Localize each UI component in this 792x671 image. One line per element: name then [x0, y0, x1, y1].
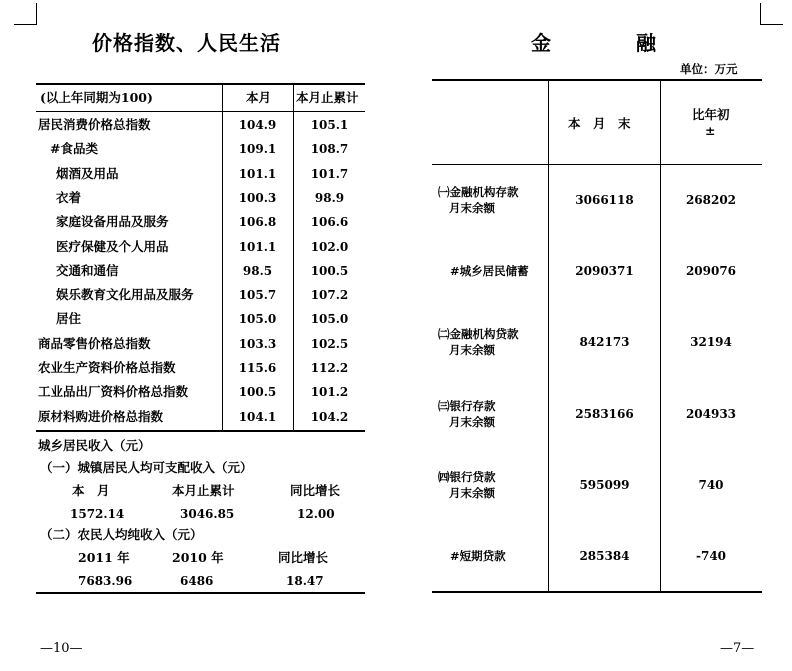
left-row-value-month: 105.0: [238, 312, 277, 327]
urban-value-3: 12.00: [297, 507, 335, 521]
left-row-label: #食品类: [50, 141, 98, 157]
left-row-value-cumulative: 106.6: [310, 215, 349, 230]
left-row-value-month: 98.5: [242, 263, 273, 278]
urban-col-header-1: 本 月: [72, 483, 110, 498]
left-row-label: 衣着: [56, 189, 82, 205]
income-heading: 城乡居民收入（元）: [38, 438, 151, 453]
right-row-value-month-end: 285384: [579, 549, 630, 563]
crop-mark-left-horizontal: [14, 24, 36, 25]
right-row-label: #城乡居民储蓄: [450, 264, 529, 278]
right-row-sublabel: 月末余额: [449, 486, 495, 500]
right-row-sublabel: 月末余额: [449, 415, 495, 429]
right-page-title: 金 融: [531, 31, 657, 55]
right-table-top-rule: [432, 79, 762, 81]
left-row-label: 交通和通信: [56, 262, 119, 278]
right-row-value-month-end: 595099: [579, 478, 630, 492]
right-row-value-month-end: 3066118: [575, 193, 634, 207]
rural-value-2: 6486: [180, 574, 214, 588]
right-row-sublabel: 月末余额: [449, 343, 495, 357]
left-row-value-cumulative: 101.2: [310, 385, 349, 400]
left-row-value-cumulative: 112.2: [310, 361, 349, 375]
urban-col-header-3: 同比增长: [290, 483, 341, 498]
left-row-value-cumulative: 102.5: [310, 336, 349, 351]
left-row-value-month: 101.1: [238, 239, 277, 254]
left-page-title: 价格指数、人民生活: [92, 31, 281, 55]
left-header-col1: 本月: [246, 90, 272, 105]
urban-income-heading: （一）城镇居民人均可支配收入（元）: [40, 460, 253, 475]
right-row-label: ㈢银行存款: [438, 399, 496, 413]
right-table-header-rule: [432, 164, 762, 165]
left-row-value-cumulative: 108.7: [310, 142, 349, 157]
left-row-value-month: 109.1: [238, 142, 277, 157]
left-header-note: (以上年同期为100): [40, 90, 153, 105]
left-row-value-month: 105.7: [238, 288, 277, 303]
right-row-label: ㈡金融机构贷款: [438, 327, 519, 341]
left-row-value-month: 104.1: [238, 409, 277, 424]
left-header-col2: 本月止累计: [296, 90, 359, 105]
right-row-value-month-end: 2583166: [575, 407, 634, 421]
unit-label: 单位：万元: [680, 62, 738, 76]
left-table-divider-1: [222, 83, 223, 431]
right-row-value-change: 268202: [685, 193, 737, 207]
left-row-label: 农业生产资料价格总指数: [38, 360, 176, 375]
left-row-label: 家庭设备用品及服务: [56, 214, 169, 230]
left-row-value-month: 103.3: [238, 336, 277, 351]
right-row-value-change: -740: [695, 549, 727, 563]
rural-value-3: 18.47: [286, 574, 324, 588]
left-bottom-rule: [36, 592, 365, 594]
left-row-label: 商品零售价格总指数: [38, 335, 151, 351]
right-row-value-change: 32194: [690, 335, 732, 349]
right-row-value-change: 209076: [685, 264, 737, 278]
rural-col-header-3: 同比增长: [278, 550, 329, 565]
left-row-value-month: 100.3: [238, 190, 277, 205]
right-row-value-month-end: 2090371: [575, 264, 634, 278]
left-row-value-cumulative: 107.2: [310, 288, 349, 303]
left-row-value-month: 100.5: [238, 385, 277, 400]
left-row-label: 居住: [56, 311, 82, 327]
left-table-header-rule: [36, 111, 365, 112]
left-row-value-cumulative: 98.9: [314, 190, 345, 205]
right-header-col2-line1: 比年初: [692, 107, 730, 122]
left-table-bottom-rule: [36, 430, 365, 432]
rural-col-header-1: 2011 年: [78, 550, 130, 565]
left-row-value-cumulative: 105.0: [310, 312, 349, 327]
rural-value-1: 7683.96: [78, 574, 133, 588]
left-row-label: 工业品出厂资料价格总指数: [38, 384, 189, 400]
right-header-col2-line2: ±: [705, 123, 716, 138]
rural-col-header-2: 2010 年: [172, 550, 224, 565]
crop-mark-right-vertical: [760, 3, 761, 25]
left-row-value-month: 106.8: [238, 215, 277, 230]
left-row-value-cumulative: 104.2: [310, 409, 349, 424]
left-row-label: 原材料购进价格总指数: [38, 408, 164, 424]
crop-mark-right-horizontal: [761, 24, 783, 25]
left-row-label: 烟酒及用品: [56, 165, 119, 181]
right-row-label: ㈣银行贷款: [438, 470, 496, 484]
left-row-value-month: 115.6: [238, 361, 277, 375]
left-row-value-month: 101.1: [238, 166, 277, 181]
rural-income-heading: （二）农民人均纯收入（元）: [40, 527, 203, 542]
right-table-bottom-rule: [432, 591, 762, 593]
left-row-value-cumulative: 100.5: [310, 263, 349, 278]
crop-mark-left-vertical: [36, 3, 37, 25]
left-row-label: 医疗保健及个人用品: [56, 238, 169, 254]
urban-col-header-2: 本月止累计: [172, 483, 235, 498]
left-row-label: 居民消费价格总指数: [38, 117, 151, 132]
right-row-value-change: 204933: [685, 407, 737, 421]
urban-value-2: 3046.85: [180, 507, 235, 521]
left-row-value-cumulative: 102.0: [310, 239, 349, 254]
right-row-value-change: 740: [698, 478, 724, 492]
left-row-label: 娱乐教育文化用品及服务: [56, 287, 194, 303]
left-table-top-rule: [36, 83, 365, 85]
left-row-value-cumulative: 101.7: [310, 166, 349, 181]
right-row-value-month-end: 842173: [579, 335, 630, 349]
right-row-label: ㈠金融机构存款: [438, 185, 519, 199]
left-page-number: —10—: [40, 641, 83, 656]
urban-value-1: 1572.14: [70, 507, 125, 521]
right-row-label: #短期贷款: [450, 549, 506, 563]
right-row-sublabel: 月末余额: [449, 201, 495, 215]
right-header-col1: 本 月 末: [568, 116, 631, 131]
left-row-value-month: 104.9: [238, 118, 277, 132]
right-page-number: —7—: [720, 641, 755, 656]
left-table-divider-2: [293, 83, 294, 431]
left-row-value-cumulative: 105.1: [310, 118, 349, 132]
